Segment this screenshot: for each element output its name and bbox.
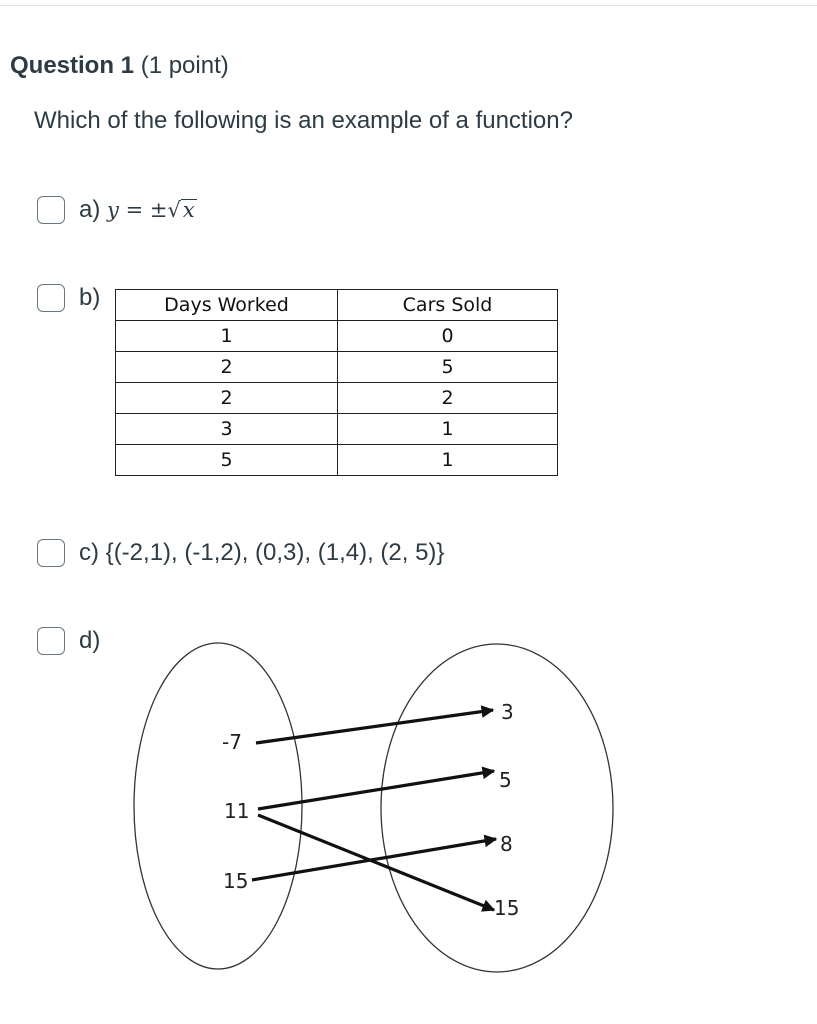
sqrt-argument: x (182, 198, 195, 222)
table-cell: 2 (116, 352, 338, 383)
table-cell: 1 (116, 321, 338, 352)
range-value: 15 (494, 896, 520, 920)
option-c-checkbox[interactable] (37, 539, 65, 567)
table-row (116, 352, 558, 383)
table-cell: 5 (116, 445, 338, 476)
table-cell: 5 (338, 352, 558, 383)
table-cell: 3 (116, 414, 338, 445)
question-prompt: Which of the following is an example of a function? (34, 107, 573, 134)
table-row (116, 321, 558, 352)
question-title: Question 1 (10, 52, 135, 79)
formula-equals: = (125, 198, 144, 222)
range-value: 3 (501, 700, 514, 724)
table-header-cars: Cars Sold (338, 290, 558, 321)
option-c-letter: c) (79, 539, 99, 566)
question-points: (1 point) (140, 52, 229, 79)
table-row (116, 414, 558, 445)
domain-value: 15 (223, 869, 249, 893)
table-cell: 1 (338, 445, 558, 476)
sqrt-sign: √ (167, 198, 181, 222)
table-cell: 0 (338, 321, 558, 352)
top-divider (0, 5, 817, 6)
option-c-label (79, 539, 444, 567)
table-row (116, 445, 558, 476)
domain-value: 11 (224, 799, 250, 823)
mapping-arrow (252, 839, 496, 880)
days-cars-table (115, 289, 558, 476)
table-cell: 1 (338, 414, 558, 445)
table-header-days: Days Worked (116, 290, 338, 321)
formula-plus-minus: ± (149, 198, 168, 222)
formula-sqrt (167, 196, 196, 224)
option-b-checkbox[interactable] (37, 284, 65, 312)
domain-value: -7 (222, 730, 242, 754)
formula-y: y (107, 198, 119, 222)
option-a-checkbox[interactable] (37, 196, 65, 224)
table-cell: 2 (116, 383, 338, 414)
range-value: 8 (500, 832, 513, 856)
option-b-letter: b) (79, 284, 101, 311)
mapping-arrow (258, 771, 494, 809)
table-cell: 2 (338, 383, 558, 414)
option-d-checkbox[interactable] (37, 627, 65, 655)
option-d-letter: d) (79, 627, 101, 654)
option-a-formula (107, 198, 197, 222)
option-c-set: {(-2,1), (-1,2), (0,3), (1,4), (2, 5)} (105, 539, 445, 566)
range-oval (381, 644, 613, 972)
question-header (10, 52, 229, 80)
option-a-label (79, 196, 197, 224)
option-a-letter: a) (79, 196, 101, 223)
mapping-diagram (110, 640, 630, 980)
table-row (116, 383, 558, 414)
range-value: 5 (499, 768, 512, 792)
mapping-arrow (258, 815, 494, 910)
